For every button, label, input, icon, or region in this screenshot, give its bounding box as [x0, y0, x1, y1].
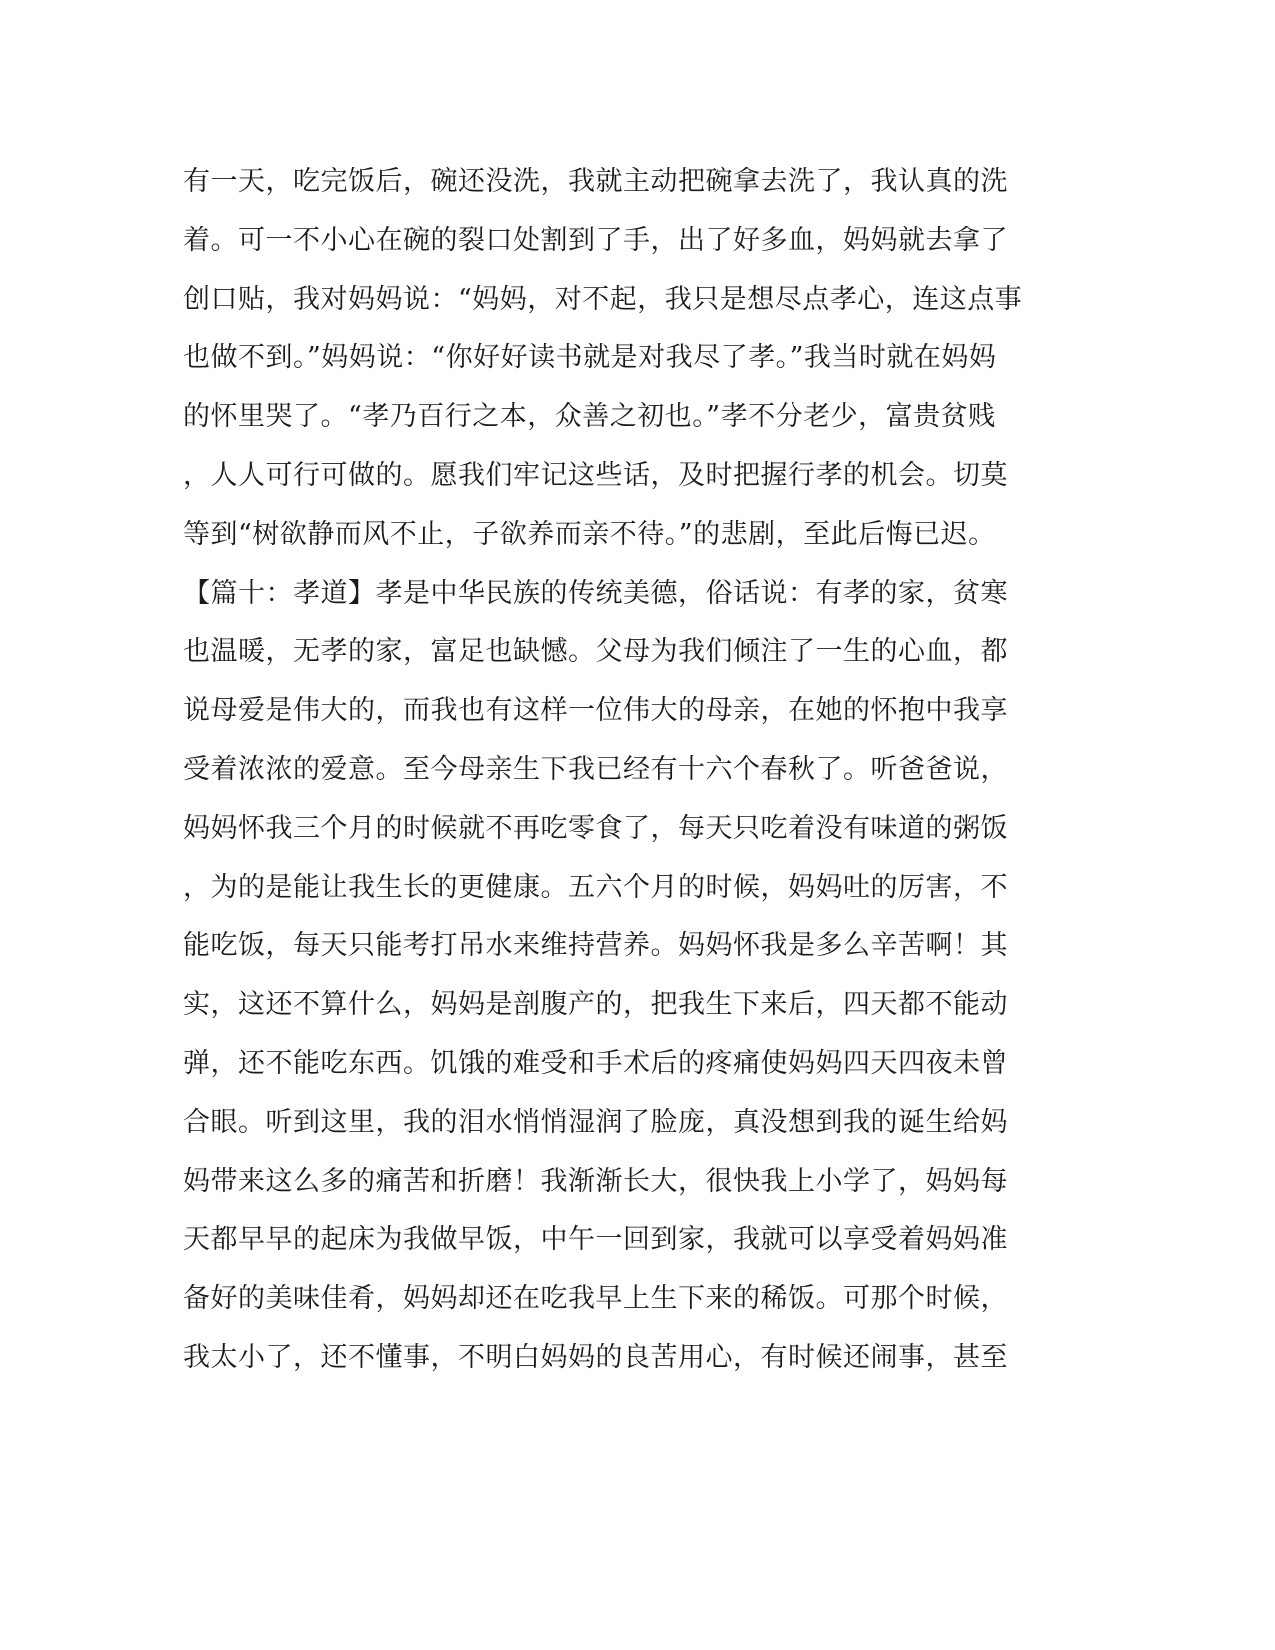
text-line: 也做不到。”妈妈说：“你好好读书就是对我尽了孝。”我当时就在妈妈 — [183, 342, 997, 374]
text-line: 说母爱是伟大的，而我也有这样一位伟大的母亲，在她的怀抱中我享 — [183, 695, 1008, 727]
text-line: 弹，还不能吃东西。饥饿的难受和手术后的疼痛使妈妈四天四夜未曾 — [183, 1047, 1008, 1079]
text-line: 备好的美味佳肴，妈妈却还在吃我早上生下来的稀饭。可那个时候， — [183, 1283, 1008, 1315]
text-line: 能吃饭，每天只能考打吊水来维持营养。妈妈怀我是多么辛苦啊！其 — [183, 930, 1008, 962]
text-line: 受着浓浓的爱意。至今母亲生下我已经有十六个春秋了。听爸爸说， — [183, 753, 1008, 785]
text-line: 也温暖，无孝的家，富足也缺憾。父母为我们倾注了一生的心血，都 — [183, 636, 1008, 668]
text-line: 的怀里哭了。“孝乃百行之本，众善之初也。”孝不分老少，富贵贫贱 — [183, 401, 996, 433]
text-line: ，为的是能让我生长的更健康。五六个月的时候，妈妈吐的厉害，不 — [183, 871, 1008, 903]
text-line: 有一天，吃完饭后，碗还没洗，我就主动把碗拿去洗了，我认真的洗 — [183, 166, 1008, 197]
text-line: 天都早早的起床为我做早饭，中午一回到家，我就可以享受着妈妈准 — [183, 1224, 1008, 1256]
text-line: 妈带来这么多的痛苦和折磨！我渐渐长大，很快我上小学了，妈妈每 — [183, 1165, 1008, 1197]
body-text — [183, 160, 1083, 1395]
text-line: 实，这还不算什么，妈妈是剖腹产的，把我生下来后，四天都不能动 — [183, 989, 1008, 1021]
text-line: 合眼。听到这里，我的泪水悄悄湿润了脸庞，真没想到我的诞生给妈 — [183, 1106, 1008, 1138]
text-line: ，人人可行可做的。愿我们牢记这些话，及时把握行孝的机会。切莫 — [183, 459, 1008, 491]
text-line: 创口贴，我对妈妈说：“妈妈，对不起，我只是想尽点孝心，连这点事 — [183, 283, 1023, 315]
text-line: 等到“树欲静而风不止，子欲养而亲不待。”的悲剧，至此后悔已迟。 — [183, 518, 996, 550]
text-line: 我太小了，还不懂事，不明白妈妈的良苦用心，有时候还闹事，甚至 — [183, 1341, 1008, 1373]
section-heading-line: 【篇十：孝道】孝是中华民族的传统美德，俗话说：有孝的家，贫寒 — [183, 577, 1008, 609]
text-line: 着。可一不小心在碗的裂口处割到了手，出了好多血，妈妈就去拿了 — [183, 224, 1008, 256]
text-line: 妈妈怀我三个月的时候就不再吃零食了，每天只吃着没有味道的粥饭 — [183, 812, 1008, 844]
